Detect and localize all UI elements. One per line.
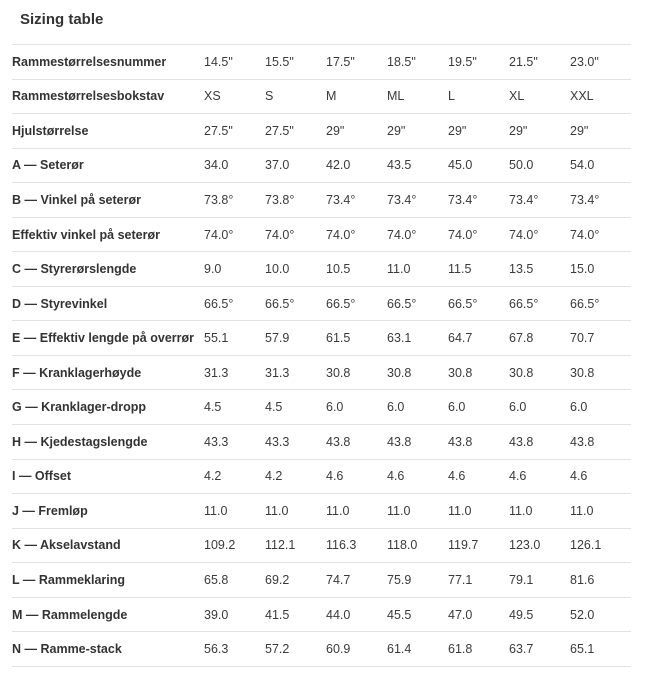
table-cell: 43.8 xyxy=(509,434,534,449)
table-cell: 30.8 xyxy=(387,365,412,380)
table-cell: 11.0 xyxy=(570,503,594,518)
table-cell: 61.8 xyxy=(448,642,473,657)
table-row xyxy=(12,563,631,598)
table-cell: 73.4° xyxy=(326,192,356,207)
table-cell: 65.1 xyxy=(570,642,595,657)
table-cell: 56.3 xyxy=(204,642,229,657)
table-cell: 6.0 xyxy=(387,400,405,415)
table-cell: 63.7 xyxy=(509,642,534,657)
table-row xyxy=(12,528,631,563)
table-cell: 66.5° xyxy=(326,296,356,311)
table-cell: 43.5 xyxy=(387,158,412,173)
table-cell: 30.8 xyxy=(326,365,351,380)
table-cell: 42.0 xyxy=(326,158,351,173)
table-cell: 4.6 xyxy=(448,469,466,484)
table-cell: 31.3 xyxy=(265,365,290,380)
table-cell: 11.0 xyxy=(326,503,350,518)
row-label: Effektiv vinkel på seterør xyxy=(12,227,160,242)
table-cell: 74.0° xyxy=(448,227,478,242)
table-cell: 37.0 xyxy=(265,158,290,173)
table-cell: 15.5" xyxy=(265,54,294,69)
table-cell: 10.0 xyxy=(265,262,290,277)
row-label: J — Fremløp xyxy=(12,503,88,518)
table-row xyxy=(12,183,631,218)
table-cell: 17.5" xyxy=(326,54,355,69)
table-cell: 45.0 xyxy=(448,158,473,173)
table-cell: 57.9 xyxy=(265,331,290,346)
table-cell: 29" xyxy=(570,123,589,138)
table-cell: 23.0" xyxy=(570,54,599,69)
table-cell: 11.0 xyxy=(387,262,411,277)
table-cell: 74.0° xyxy=(387,227,417,242)
table-cell: 73.4° xyxy=(448,192,478,207)
row-label: E — Effektiv lengde på overrør xyxy=(12,331,194,346)
table-cell: 4.6 xyxy=(509,469,527,484)
table-cell: 66.5° xyxy=(387,296,417,311)
table-cell: 19.5" xyxy=(448,54,477,69)
table-cell: 55.1 xyxy=(204,331,229,346)
table-cell: 43.8 xyxy=(326,434,351,449)
table-cell: 52.0 xyxy=(570,607,595,622)
table-cell: 4.6 xyxy=(326,469,344,484)
row-label: C — Styrerørslengde xyxy=(12,262,137,277)
table-cell: 4.2 xyxy=(204,469,222,484)
row-label: I — Offset xyxy=(12,469,72,484)
table-cell: 66.5° xyxy=(265,296,295,311)
table-cell: 123.0 xyxy=(509,538,541,553)
table-cell: 61.5 xyxy=(326,331,351,346)
table-cell: 10.5 xyxy=(326,262,351,277)
table-cell: 15.0 xyxy=(570,262,595,277)
table-cell: 6.0 xyxy=(326,400,344,415)
table-cell: 70.7 xyxy=(570,331,595,346)
row-label: F — Kranklagerhøyde xyxy=(12,365,142,380)
table-cell: 29" xyxy=(448,123,467,138)
sizing-table-body xyxy=(12,45,631,667)
table-cell: 74.0° xyxy=(265,227,295,242)
table-row xyxy=(12,252,631,287)
row-label: Hjulstørrelse xyxy=(12,123,89,138)
table-row xyxy=(12,321,631,356)
table-cell: 54.0 xyxy=(570,158,595,173)
table-cell: 29" xyxy=(387,123,406,138)
table-cell: 30.8 xyxy=(448,365,473,380)
table-cell: 11.0 xyxy=(448,503,472,518)
table-row xyxy=(12,355,631,390)
row-label: B — Vinkel på seterør xyxy=(12,192,141,207)
table-cell: XS xyxy=(204,89,221,104)
table-cell: 75.9 xyxy=(387,572,412,587)
row-label: L — Rammeklaring xyxy=(12,572,126,587)
table-row xyxy=(12,632,631,667)
table-cell: 45.5 xyxy=(387,607,412,622)
table-cell: 39.0 xyxy=(204,607,229,622)
row-label: K — Akselavstand xyxy=(12,538,121,553)
table-cell: 43.3 xyxy=(204,434,229,449)
row-label: G — Kranklager-dropp xyxy=(12,400,147,415)
table-cell: 74.0° xyxy=(570,227,600,242)
table-cell: 74.0° xyxy=(509,227,539,242)
table-cell: 4.2 xyxy=(265,469,283,484)
table-cell: 77.1 xyxy=(448,572,473,587)
table-cell: 4.6 xyxy=(570,469,588,484)
row-label: N — Ramme-stack xyxy=(12,642,122,657)
row-label: Rammestørrelsesnummer xyxy=(12,54,167,69)
table-row xyxy=(12,148,631,183)
table-cell: 4.5 xyxy=(265,400,283,415)
table-cell: 116.3 xyxy=(326,538,357,553)
table-cell: 43.8 xyxy=(387,434,412,449)
table-cell: 74.7 xyxy=(326,572,351,587)
table-cell: 65.8 xyxy=(204,572,229,587)
table-row xyxy=(12,459,631,494)
table-cell: 21.5" xyxy=(509,54,538,69)
table-row xyxy=(12,425,631,460)
table-cell: XXL xyxy=(570,89,594,104)
table-cell: 64.7 xyxy=(448,331,473,346)
table-cell: L xyxy=(448,89,455,104)
table-row xyxy=(12,597,631,632)
table-row xyxy=(12,390,631,425)
table-row xyxy=(12,114,631,149)
table-cell: 27.5" xyxy=(265,123,294,138)
row-label: M — Rammelengde xyxy=(12,607,128,622)
table-cell: 6.0 xyxy=(509,400,527,415)
table-cell: S xyxy=(265,89,274,104)
table-cell: 66.5° xyxy=(204,296,234,311)
table-cell: 18.5" xyxy=(387,54,416,69)
row-label: D — Styrevinkel xyxy=(12,296,108,311)
table-cell: 11.0 xyxy=(265,503,289,518)
table-cell: 11.5 xyxy=(448,262,472,277)
table-cell: 60.9 xyxy=(326,642,351,657)
table-cell: 73.8° xyxy=(204,192,234,207)
table-cell: 6.0 xyxy=(448,400,466,415)
table-cell: M xyxy=(326,89,337,104)
table-cell: 66.5° xyxy=(509,296,539,311)
table-cell: 11.0 xyxy=(509,503,533,518)
table-cell: 14.5" xyxy=(204,54,233,69)
page-title: Sizing table xyxy=(20,11,104,28)
table-cell: 66.5° xyxy=(570,296,600,311)
table-cell: 9.0 xyxy=(204,262,222,277)
table-cell: 43.8 xyxy=(448,434,473,449)
table-cell: 57.2 xyxy=(265,642,290,657)
table-cell: 27.5" xyxy=(204,123,233,138)
table-cell: 31.3 xyxy=(204,365,229,380)
table-cell: 34.0 xyxy=(204,158,229,173)
table-cell: 61.4 xyxy=(387,642,412,657)
row-label: H — Kjedestagslengde xyxy=(12,434,148,449)
table-cell: 67.8 xyxy=(509,331,534,346)
table-cell: 126.1 xyxy=(570,538,602,553)
row-label: Rammestørrelsesbokstav xyxy=(12,89,165,104)
table-cell: 47.0 xyxy=(448,607,473,622)
table-cell: 30.8 xyxy=(509,365,534,380)
table-cell: ML xyxy=(387,89,405,104)
table-row xyxy=(12,217,631,252)
table-cell: 30.8 xyxy=(570,365,595,380)
table-cell: 118.0 xyxy=(387,538,418,553)
table-cell: 49.5 xyxy=(509,607,534,622)
table-cell: 79.1 xyxy=(509,572,534,587)
table-cell: 73.8° xyxy=(265,192,295,207)
table-row xyxy=(12,45,631,80)
table-cell: 29" xyxy=(509,123,528,138)
table-cell: 66.5° xyxy=(448,296,478,311)
table-cell: 69.2 xyxy=(265,572,290,587)
table-cell: 74.0° xyxy=(326,227,356,242)
table-cell: 43.3 xyxy=(265,434,290,449)
table-cell: 4.6 xyxy=(387,469,405,484)
table-row xyxy=(12,79,631,114)
table-cell: XL xyxy=(509,89,525,104)
table-cell: 43.8 xyxy=(570,434,595,449)
table-cell: 41.5 xyxy=(265,607,290,622)
table-cell: 4.5 xyxy=(204,400,222,415)
table-cell: 119.7 xyxy=(448,538,479,553)
table-cell: 109.2 xyxy=(204,538,236,553)
table-cell: 11.0 xyxy=(387,503,411,518)
table-row xyxy=(12,286,631,321)
table-cell: 6.0 xyxy=(570,400,588,415)
table-cell: 112.1 xyxy=(265,538,296,553)
table-cell: 73.4° xyxy=(509,192,539,207)
table-cell: 29" xyxy=(326,123,345,138)
table-cell: 74.0° xyxy=(204,227,234,242)
table-row xyxy=(12,494,631,529)
sizing-table xyxy=(12,44,631,667)
table-cell: 73.4° xyxy=(570,192,600,207)
table-cell: 44.0 xyxy=(326,607,351,622)
table-cell: 50.0 xyxy=(509,158,534,173)
table-cell: 11.0 xyxy=(204,503,228,518)
row-label: A — Seterør xyxy=(12,158,84,173)
table-cell: 81.6 xyxy=(570,572,595,587)
table-cell: 13.5 xyxy=(509,262,534,277)
table-cell: 63.1 xyxy=(387,331,412,346)
table-cell: 73.4° xyxy=(387,192,417,207)
